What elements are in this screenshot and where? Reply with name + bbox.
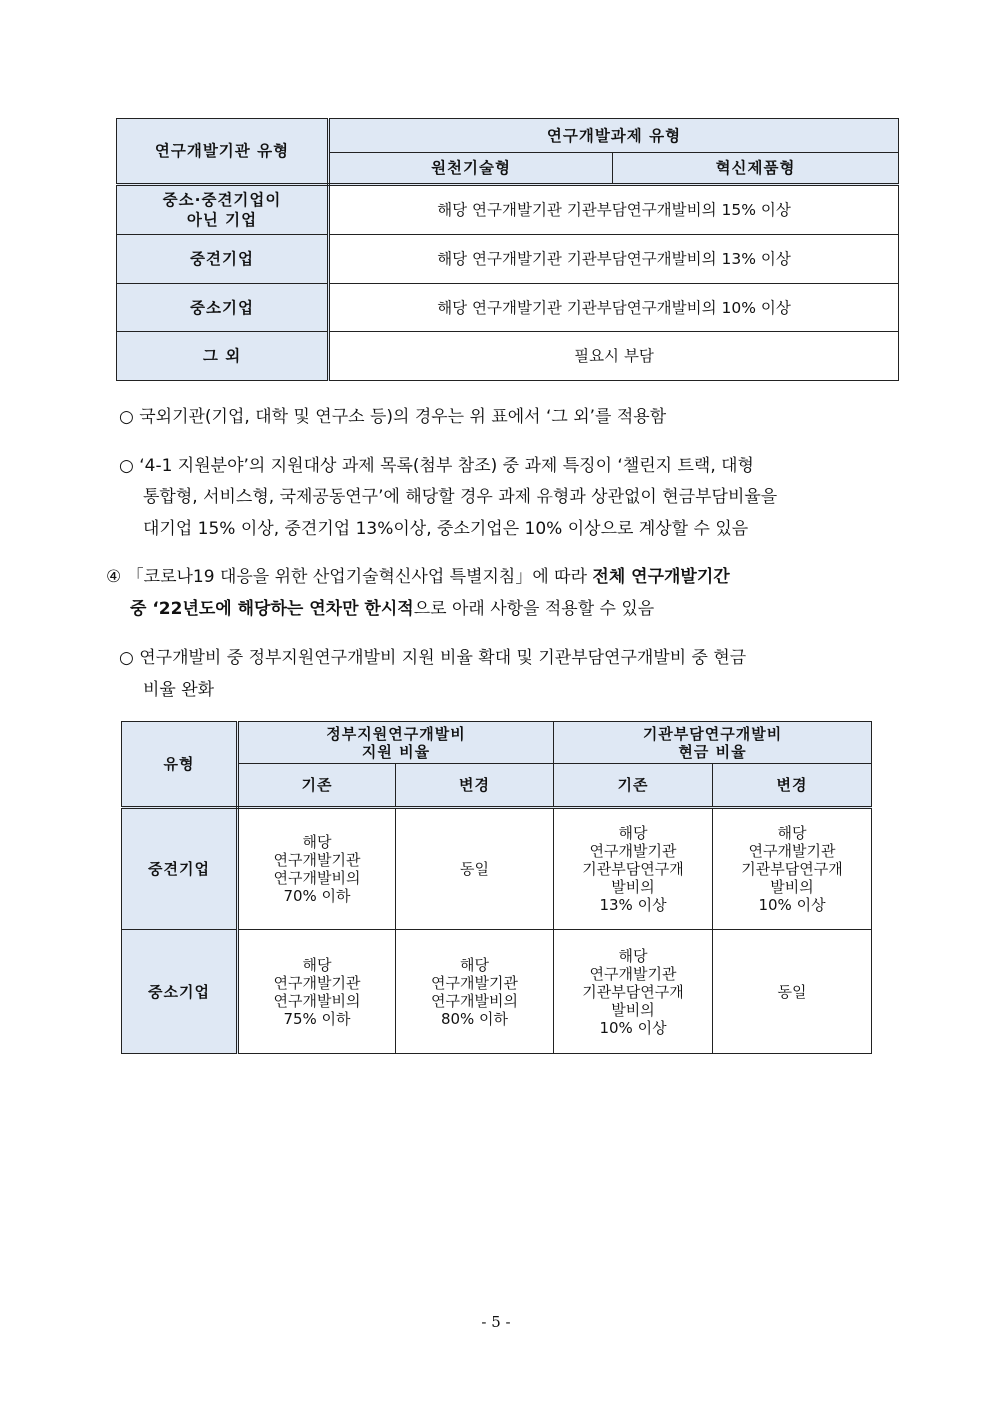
row-label-midsize: 중견기업	[122, 808, 238, 930]
section4-line1: ④ 「코로나19 대응을 위한 산업기술혁신사업 특별지침」에 따라 전체 연구개발기간	[106, 567, 730, 587]
row-label-small: 중소기업	[122, 930, 238, 1054]
header-task-type: 연구개발과제 유형	[329, 119, 899, 153]
section4-line2: 중 ‘22년도에 해당하는 연차만 한시적으로 아래 사항을 적용할 수 있음	[130, 599, 655, 619]
section4-bullet-line2: 비율 완화	[143, 680, 215, 700]
note-special-tasks-line1: ○ ‘4-1 지원분야’의 지원대상 과제 목록(첨부 참조) 중 과제 특징이 ‘챌린지 트랙, 대형	[119, 456, 754, 476]
cell-midsize-inst-changed: 해당 연구개발기관 기관부담연구개 발비의 10% 이상	[713, 808, 872, 930]
page-number: - 5 -	[481, 1313, 511, 1331]
section4-bullet-line1: ○ 연구개발비 중 정부지원연구개발비 지원 비율 확대 및 기관부담연구개발비 중 현금	[119, 648, 747, 668]
row-value-midsize: 해당 연구개발기관 기관부담연구개발비의 13% 이상	[329, 235, 899, 284]
row-value-small: 해당 연구개발기관 기관부담연구개발비의 10% 이상	[329, 284, 899, 332]
section4-emphasis-1: 전체 연구개발기간	[592, 567, 730, 587]
cell-midsize-gov-existing: 해당 연구개발기관 연구개발비의 70% 이하	[238, 808, 396, 930]
header-inst-changed: 변경	[713, 764, 872, 808]
section4-emphasis-2: 중 ‘22년도에 해당하는 연차만 한시적	[130, 599, 414, 619]
header-innovative-product: 혁신제품형	[613, 153, 899, 185]
row-label-midsize: 중견기업	[117, 235, 329, 284]
header-source-tech: 원천기술형	[329, 153, 613, 185]
cell-small-inst-changed: 동일	[713, 930, 872, 1054]
cost-share-table	[116, 118, 899, 381]
row-value-other: 필요시 부담	[329, 332, 899, 381]
note-special-tasks-line3: 대기업 15% 이상, 중견기업 13%이상, 중소기업은 10% 이상으로 계상할 수 있음	[143, 519, 749, 539]
ratio-change-table	[121, 721, 872, 1054]
header-inst-existing: 기존	[554, 764, 713, 808]
header-gov-existing: 기존	[238, 764, 396, 808]
cell-small-gov-changed: 해당 연구개발기관 연구개발비의 80% 이하	[396, 930, 554, 1054]
cell-midsize-inst-existing: 해당 연구개발기관 기관부담연구개 발비의 13% 이상	[554, 808, 713, 930]
row-label-small: 중소기업	[117, 284, 329, 332]
header-type: 유형	[122, 722, 238, 808]
note-special-tasks-line2: 통합형, 서비스형, 국제공동연구’에 해당할 경우 과제 유형과 상관없이 현금부담비율을	[143, 487, 778, 507]
row-label-large-enterprise: 중소·중견기업이 아닌 기업	[117, 185, 329, 235]
header-gov-changed: 변경	[396, 764, 554, 808]
note-foreign-institutions: ○ 국외기관(기업, 대학 및 연구소 등)의 경우는 위 표에서 ‘그 외’를 적용함	[119, 407, 667, 427]
cell-midsize-gov-changed: 동일	[396, 808, 554, 930]
header-gov-support: 정부지원연구개발비 지원 비율	[238, 722, 554, 764]
header-org-type: 연구개발기관 유형	[117, 119, 329, 185]
row-value-large-enterprise: 해당 연구개발기관 기관부담연구개발비의 15% 이상	[329, 185, 899, 235]
cell-small-inst-existing: 해당 연구개발기관 기관부담연구개 발비의 10% 이상	[554, 930, 713, 1054]
row-label-other: 그 외	[117, 332, 329, 381]
header-inst-burden: 기관부담연구개발비 현금 비율	[554, 722, 872, 764]
cell-small-gov-existing: 해당 연구개발기관 연구개발비의 75% 이하	[238, 930, 396, 1054]
